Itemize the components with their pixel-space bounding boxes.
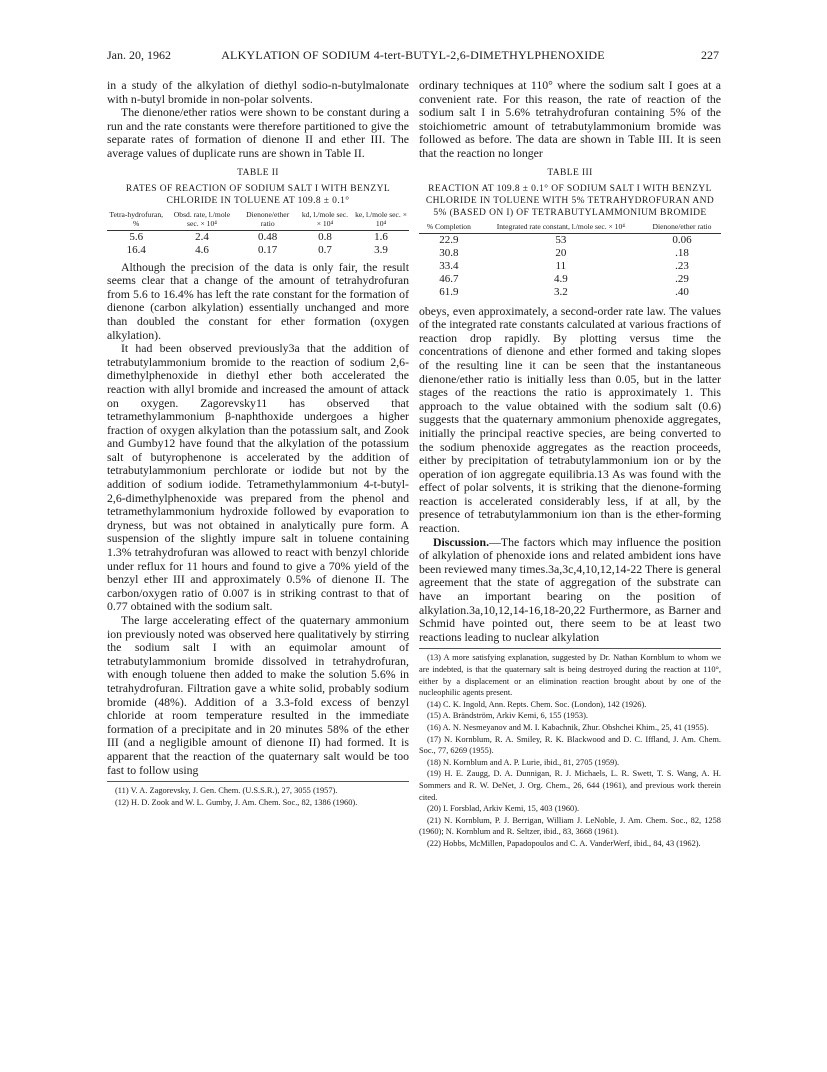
table-cell: 0.06	[672, 233, 692, 246]
page-number: 227	[701, 48, 719, 62]
section-heading: Discussion.	[433, 534, 490, 549]
footnote: (15) A. Brändström, Arkiv Kemi, 6, 155 (1953).	[427, 711, 588, 721]
table-cell: .18	[675, 246, 689, 259]
paragraph: ordinary techniques at 110° where the sodium salt I goes at a convenient rate. For this reason, the rate of reaction of the sodium salt I in 5.6% tetrahydrofuran containing 5% of the stoichiometric amount of tetrabutylammonium bromide was followed as before. The data are shown in Table III. It is seen that the reaction no longer	[419, 78, 721, 160]
running-head	[107, 47, 719, 63]
table-header: Integrated rate constant, l./mole sec. × 10⁴	[496, 221, 625, 231]
header-title: ALKYLATION OF SODIUM 4-tert-BUTYL-2,6-DIMETHYLPHENOXIDE	[221, 48, 605, 62]
footnote: (11) V. A. Zagorevsky, J. Gen. Chem. (U.S.S.R.), 27, 3055 (1957).	[115, 786, 338, 796]
table-label: TABLE III	[547, 167, 593, 178]
table-cell: .29	[675, 272, 689, 285]
table-3	[419, 222, 721, 299]
table-header: Tetra-hydrofuran, %	[109, 209, 164, 228]
table-cell: 0.48	[258, 230, 278, 243]
footnote: (19) H. E. Zaugg, D. A. Dunnigan, R. J. Michaels, L. R. Swett, T. S. Wang, A. H. Sommers and R. W. DeNet, J. Org. Chem., 26, 644 (1961), and previous work therein cited.	[419, 769, 721, 802]
footnote: (17) N. Kornblum, R. A. Smiley, R. K. Blackwood and D. C. Iffland, J. Am. Chem. Soc., 77, 6269 (1955).	[419, 734, 721, 756]
table-row	[419, 247, 721, 260]
table-2	[107, 210, 409, 257]
paragraph: It had been observed previously3a that the addition of tetrabutylammonium bromide to the reaction of sodium 2,6-dimethylphenoxide in diethyl ether both accelerated the reaction with allyl bromide and increased the amount of attack on oxygen. Zagorevsky11 has observed that tetramethylammonium β-naphthoxide undergoes a higher fraction of oxygen alkylation than the potassium salt, and Zook and Gumby12 have found that the alkylation of the potassium salt of butyrophenone is accelerated by the addition of tetrabutylammonium perchlorate or iodide but not by the addition of sodium iodide. Tetramethylammonium 4-t-butyl-2,6-dimethylphenoxide was prepared from the phenol and tetramethylammonium hydroxide followed by evaporation to dryness, but was not obtained in analytically pure form. A suspension of the slightly impure salt in toluene containing 1.3% tetrahydrofuran was allowed to react with benzyl chloride under reflux for 11 hours and found to give a 70% yield of the benzyl ether III and approximately 0.5% of dienone II. The carbon/oxygen ratio of 0.007 is in striking contrast to that of 0.77 obtained with the sodium salt.	[107, 341, 409, 614]
header-date: Jan. 20, 1962	[107, 48, 171, 62]
table-cell: 2.4	[195, 230, 209, 243]
footnotes	[107, 781, 409, 808]
table-cell: 22.9	[439, 233, 459, 246]
paragraph: The large accelerating effect of the quaternary ammonium ion previously noted was observed here qualitatively by stirring the sodium salt I with an equimolar amount of tetrabutylammonium bromide dissolved in tetrahydrofuran, with enough toluene then added to make the solution 5.6% in tetrahydrofuran. Filtration gave a white solid, probably sodium bromide (48%). Addition of a 3.3-fold excess of benzyl chloride at room temperature resulted in the immediate formation of a precipitate and in 20 minutes 58% of the ether III (and a negligible amount of dienone II) had formed. It is apparent that the reaction of the quaternary salt would be too fast to follow using	[107, 613, 409, 777]
footnote: (14) C. K. Ingold, Ann. Repts. Chem. Soc. (London), 142 (1926).	[427, 699, 647, 709]
table-header-row	[419, 222, 721, 234]
paragraph: The dienone/ether ratios were shown to be constant during a run and the rate constants were therefore partitioned to give the separate rates of formation of dienone II and ether III. The average values of duplicate runs are shown in Table II.	[107, 105, 409, 160]
table-row	[419, 273, 721, 286]
paragraph: Although the precision of the data is only fair, the result seems clear that a change of the amount of tetrahydrofuran from 5.6 to 16.4% has left the rate constant for the formation of dienone (carbon alkylation) essentially unchanged and more than doubled the constant for ether formation (oxygen alkylation).	[107, 259, 409, 342]
table-label: TABLE II	[237, 167, 279, 178]
table-cell: 1.6	[374, 230, 388, 243]
table-cell: 33.4	[439, 259, 459, 272]
table-cell: 0.7	[318, 243, 332, 256]
footnote: (16) A. N. Nesmeyanov and M. I. Kabachnik, Zhur. Obshchei Khim., 25, 41 (1955).	[427, 722, 709, 732]
table-row	[107, 230, 409, 244]
table-header-row	[107, 210, 409, 231]
table-cell: 3.2	[553, 285, 568, 298]
footnote: (18) N. Kornblum and A. P. Lurie, ibid., 81, 2705 (1959).	[427, 757, 620, 767]
paragraph: in a study of the alkylation of diethyl sodio-n-butylmalonate with n-butyl bromide in non-polar solvents.	[107, 78, 409, 106]
footnote: (22) Hobbs, McMillen, Papadopoulos and C. A. VanderWerf, ibid., 84, 43 (1962).	[427, 838, 701, 848]
table-header: ke, l./mole sec. × 10⁴	[355, 209, 408, 228]
table-cell: 30.8	[439, 246, 459, 259]
table-cell: 4.9	[553, 272, 568, 285]
table-cell: 5.6	[129, 230, 144, 243]
table-title: RATES OF REACTION OF SODIUM SALT I WITH BENZYL CHLORIDE IN TOLUENE AT 109.8 ± 0.1°	[125, 183, 391, 206]
left-column	[107, 79, 409, 808]
footnote: (20) I. Forsblad, Arkiv Kemi, 15, 403 (1960).	[427, 804, 580, 814]
paragraph	[419, 536, 721, 645]
table-cell: 0.17	[258, 243, 278, 256]
table-header: Obsd. rate, l./mole sec. × 10⁴	[173, 209, 231, 228]
table-row	[419, 233, 721, 247]
table-cell: 53	[555, 233, 567, 246]
table-header: Dienone/ether ratio	[246, 209, 290, 228]
table-row	[419, 286, 721, 299]
table-row	[419, 260, 721, 273]
table-header: % Completion	[426, 221, 471, 231]
paragraph-text: —The factors which may influence the position of alkylation of phenoxide ions and related ambident ions have been reviewed many times.3a,3c,4,10,12,14-22 There is general agreement that the state of aggregation of the substrate can have an important bearing on the position of alkylation.3a,10,12,14-16,18-20,22 Furthermore, as Barner and Schmid have pointed out, there seem to be at least two reactions leading to nuclear alkylation	[419, 534, 721, 644]
table-cell: 20	[555, 246, 567, 259]
table-cell: 0.8	[318, 230, 332, 243]
footnote: (13) A more satisfying explanation, suggested by Dr. Nathan Kornblum to whom we are indebted, is that the quaternary salt is being destroyed during the reaction at 110°, either by a displacement or an elimination reaction brought about by one of the nucleophilic agents present.	[419, 653, 721, 698]
table-cell: 61.9	[439, 285, 459, 298]
table-cell: 4.6	[195, 243, 209, 256]
table-cell: 11	[555, 259, 567, 272]
footnote: (12) H. D. Zook and W. L. Gumby, J. Am. Chem. Soc., 82, 1386 (1960).	[115, 797, 358, 807]
table-cell: 46.7	[439, 272, 459, 285]
table-cell: 16.4	[126, 243, 146, 256]
table-cell: .40	[675, 285, 689, 298]
table-cell: .23	[675, 259, 689, 272]
table-header: kd, l./mole sec. × 10⁴	[301, 209, 349, 228]
paragraph: obeys, even approximately, a second-order rate law. The values of the integrated rate constants calculated at various fractions of reaction drop rapidly. By plotting versus time the concentrations of dienone and ether formed and taking slopes of the resulting line it can be seen that the instantaneous dienone/ether ratio is initially less than 0.05, but in the latter stages of the reactions the ratio is approximately 1. This approach to the value obtained with the sodium salt (0.6) suggests that the quaternary ammonium phenoxide aggregates, initially the principal reactive species, are being converted to the sodium phenoxide aggregates as the reaction proceeds, either by precipitation of tetrabutylammonium ion or by the operation of ion aggregate equilibria.13 As was found with the effect of polar solvents, it is striking that the dienone-forming reaction is accelerated considerably less, if at all, by the presence of tetrabutylammonium ion than is the ether-forming reaction.	[419, 303, 721, 536]
table-cell: 3.9	[374, 243, 388, 256]
table-header: Dienone/ether ratio	[652, 221, 712, 231]
right-column	[419, 79, 721, 850]
footnotes	[419, 648, 721, 849]
footnote: (21) N. Kornblum, P. J. Berrigan, William J. LeNoble, J. Am. Chem. Soc., 82, 1258 (1960); N. Kornblum and R. Seltzer, ibid., 83, 3668 (1961).	[419, 815, 721, 837]
table-row	[107, 244, 409, 257]
table-title: REACTION AT 109.8 ± 0.1° OF SODIUM SALT I WITH BENZYL CHLORIDE IN TOLUENE WITH 5% TETRAHYDROFURAN AND 5% (BASED ON I) OF TETRABUTYLAMMONIUM BROMIDE	[425, 183, 715, 218]
